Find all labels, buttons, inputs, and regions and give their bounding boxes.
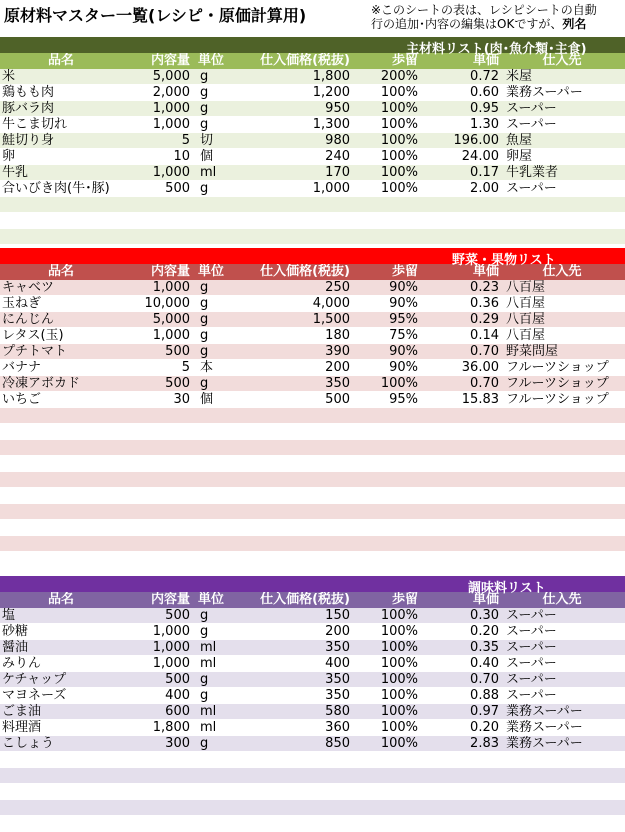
cell-yield[interactable]: 100% [380, 181, 418, 196]
cell-quantity[interactable]: 600 [165, 704, 190, 719]
cell-supplier[interactable]: 魚屋 [506, 133, 533, 148]
cell-supplier[interactable]: スーパー [506, 624, 557, 639]
cell-supplier[interactable]: スーパー [506, 181, 557, 196]
table-row[interactable] [0, 296, 625, 312]
cell-price[interactable]: 180 [325, 328, 350, 343]
table-row[interactable] [0, 328, 625, 344]
empty-row[interactable] [0, 197, 625, 213]
cell-unit[interactable]: g [200, 344, 209, 359]
cell-unit[interactable]: ml [200, 165, 217, 180]
header-yield: 歩留 [391, 592, 418, 607]
cell-price[interactable]: 1,000 [312, 181, 350, 196]
table-row[interactable] [0, 656, 625, 672]
cell-unit-price[interactable]: 0.70 [470, 376, 499, 391]
cell-supplier[interactable]: 業務スーパー [506, 85, 583, 100]
cell-price[interactable]: 200 [325, 360, 350, 375]
cell-unit[interactable]: 切 [200, 133, 214, 148]
note-line-1: ※このシートの表は、レシピシートの自動 [371, 3, 597, 17]
cell-supplier[interactable]: フルーツショップ [506, 376, 609, 391]
cell-name[interactable]: 米 [2, 69, 16, 84]
cell-unit-price[interactable]: 0.30 [470, 608, 499, 623]
note-line-2-text: 行の追加･内容の編集はOKですが、 [371, 17, 563, 31]
cell-quantity[interactable]: 500 [165, 672, 190, 687]
cell-quantity[interactable]: 5,000 [152, 69, 190, 84]
cell-yield[interactable]: 100% [380, 165, 418, 180]
header-price: 仕入価格(税抜) [260, 264, 350, 279]
cell-unit-price[interactable]: 2.83 [470, 736, 499, 751]
cell-unit-price[interactable]: 0.20 [470, 720, 499, 735]
cell-quantity[interactable]: 300 [165, 736, 190, 751]
cell-unit[interactable]: g [200, 624, 209, 639]
cell-unit-price[interactable]: 0.23 [470, 280, 499, 295]
cell-unit[interactable]: g [200, 280, 209, 295]
table-row[interactable] [0, 312, 625, 328]
table-row[interactable] [0, 376, 625, 392]
cell-quantity[interactable]: 10,000 [144, 296, 190, 311]
table-row[interactable] [0, 149, 625, 165]
cell-quantity[interactable]: 10 [173, 149, 190, 164]
cell-yield[interactable]: 100% [380, 376, 418, 391]
cell-unit-price[interactable]: 0.70 [470, 672, 499, 687]
cell-name[interactable]: キャベツ [2, 280, 55, 295]
cell-price[interactable]: 500 [325, 392, 350, 407]
cell-unit-price[interactable]: 0.20 [470, 624, 499, 639]
cell-price[interactable]: 4,000 [312, 296, 350, 311]
cell-name[interactable]: 卵 [2, 149, 16, 164]
cell-yield[interactable]: 100% [380, 101, 418, 116]
header-quantity: 内容量 [150, 592, 190, 607]
cell-yield[interactable]: 75% [389, 328, 418, 343]
empty-row[interactable] [0, 768, 625, 784]
cell-price[interactable]: 390 [325, 344, 350, 359]
table-row[interactable] [0, 344, 625, 360]
empty-row[interactable] [0, 488, 625, 504]
cell-price[interactable]: 360 [325, 720, 350, 735]
table-row[interactable] [0, 85, 625, 101]
cell-unit-price[interactable]: 0.60 [470, 85, 499, 100]
cell-yield[interactable]: 100% [380, 672, 418, 687]
cell-quantity[interactable]: 5 [181, 360, 190, 375]
cell-name[interactable]: 鮭切り身 [2, 133, 55, 148]
cell-yield[interactable]: 90% [389, 344, 418, 359]
table-row[interactable] [0, 360, 625, 376]
header-name: 品名 [47, 264, 74, 279]
sea-banner [0, 576, 625, 596]
table-row[interactable] [0, 181, 625, 197]
cell-price[interactable]: 350 [325, 672, 350, 687]
sheet-note [371, 3, 597, 31]
cell-name[interactable]: こしょう [2, 736, 55, 751]
cell-price[interactable]: 850 [325, 736, 350, 751]
cell-price[interactable]: 950 [325, 101, 350, 116]
main-ingredients-table [0, 37, 625, 245]
cell-quantity[interactable]: 2,000 [152, 85, 190, 100]
cell-supplier[interactable]: 卵屋 [506, 149, 533, 164]
cell-quantity[interactable]: 1,000 [152, 328, 190, 343]
cell-price[interactable]: 1,300 [312, 117, 350, 132]
header-name: 品名 [47, 592, 74, 607]
table-row[interactable] [0, 736, 625, 752]
cell-unit-price[interactable]: 36.00 [461, 360, 499, 375]
cell-price[interactable]: 1,500 [312, 312, 350, 327]
cell-unit[interactable]: ml [200, 640, 217, 655]
sheet-title: 原材料マスター一覧(レシピ・原価計算用) [4, 6, 307, 25]
cell-supplier[interactable]: 八百屋 [506, 328, 546, 343]
main-banner-title: 主材料リスト(肉･魚介類･主食) [406, 42, 587, 57]
cell-name[interactable]: 醤油 [2, 640, 29, 655]
cell-quantity[interactable]: 500 [165, 376, 190, 391]
cell-name[interactable]: 牛乳 [2, 165, 29, 180]
main-banner [0, 37, 625, 57]
cell-yield[interactable]: 100% [380, 117, 418, 132]
cell-name[interactable]: いちご [2, 392, 42, 407]
cell-name[interactable]: 冷凍アボカド [2, 376, 81, 391]
cell-name[interactable]: 牛こま切れ [2, 117, 68, 132]
cell-unit[interactable]: g [200, 296, 209, 311]
sea-banner-title: 調味料リスト [468, 581, 546, 596]
cell-price[interactable]: 580 [325, 704, 350, 719]
header-unit-price: 単価 [472, 592, 499, 607]
cell-supplier[interactable]: 米屋 [506, 69, 533, 84]
cell-yield[interactable]: 95% [389, 392, 418, 407]
cell-name[interactable]: ごま油 [2, 704, 42, 719]
header-quantity: 内容量 [150, 53, 190, 68]
cell-supplier[interactable]: 野菜問屋 [506, 344, 559, 359]
cell-unit-price[interactable]: 0.29 [470, 312, 499, 327]
cell-name[interactable]: 料理酒 [2, 720, 42, 735]
header-price: 仕入価格(税抜) [260, 53, 350, 68]
cell-name[interactable]: 豚バラ肉 [2, 101, 55, 116]
cell-unit-price[interactable]: 0.97 [470, 704, 499, 719]
cell-yield[interactable]: 100% [380, 720, 418, 735]
header-price: 仕入価格(税抜) [260, 592, 350, 607]
header-name: 品名 [47, 53, 74, 68]
cell-unit[interactable]: ml [200, 704, 217, 719]
cell-supplier[interactable]: スーパー [506, 672, 557, 687]
cell-quantity[interactable]: 1,000 [152, 117, 190, 132]
header-yield: 歩留 [391, 264, 418, 279]
cell-name[interactable]: ケチャップ [2, 672, 67, 687]
table-row[interactable] [0, 69, 625, 85]
cell-supplier[interactable]: フルーツショップ [506, 360, 609, 375]
cell-quantity[interactable]: 1,000 [152, 624, 190, 639]
cell-unit[interactable]: g [200, 312, 209, 327]
cell-quantity[interactable]: 1,000 [152, 640, 190, 655]
cell-name[interactable]: マヨネーズ [2, 688, 67, 703]
cell-yield[interactable]: 100% [380, 656, 418, 671]
cell-name[interactable]: 合いびき肉(牛･豚) [2, 181, 110, 196]
cell-yield[interactable]: 100% [380, 133, 418, 148]
empty-row[interactable] [0, 520, 625, 536]
table-row[interactable] [0, 392, 625, 408]
cell-quantity[interactable]: 1,000 [152, 101, 190, 116]
cell-quantity[interactable]: 500 [165, 344, 190, 359]
cell-supplier[interactable]: スーパー [506, 608, 557, 623]
cell-quantity[interactable]: 1,000 [152, 165, 190, 180]
cell-unit[interactable]: g [200, 328, 209, 343]
cell-unit[interactable]: 個 [200, 149, 214, 164]
table-row[interactable] [0, 101, 625, 117]
cell-price[interactable]: 250 [325, 280, 350, 295]
cell-name[interactable]: 塩 [2, 608, 16, 623]
cell-unit-price[interactable]: 196.00 [453, 133, 499, 148]
cell-quantity[interactable]: 400 [165, 688, 190, 703]
cell-supplier[interactable]: スーパー [506, 640, 557, 655]
empty-row[interactable] [0, 800, 625, 816]
cell-price[interactable]: 1,800 [312, 69, 350, 84]
header-supplier: 仕入先 [542, 592, 582, 607]
cell-name[interactable]: 鶏もも肉 [2, 85, 55, 100]
header-supplier: 仕入先 [542, 53, 582, 68]
cell-unit-price[interactable]: 2.00 [470, 181, 499, 196]
header-yield: 歩留 [391, 53, 418, 68]
table-row[interactable] [0, 704, 625, 720]
cell-unit[interactable]: g [200, 101, 209, 116]
empty-row[interactable] [0, 456, 625, 472]
cell-name[interactable]: レタス(玉) [2, 328, 64, 343]
cell-unit-price[interactable]: 0.35 [470, 640, 499, 655]
cell-price[interactable]: 200 [325, 624, 350, 639]
cell-supplier[interactable]: 八百屋 [506, 312, 546, 327]
cell-name[interactable]: バナナ [2, 360, 42, 375]
cell-supplier[interactable]: 業務スーパー [506, 720, 583, 735]
cell-unit-price[interactable]: 0.88 [470, 688, 499, 703]
cell-price[interactable]: 350 [325, 640, 350, 655]
note-line-2-bold: 列名 [562, 17, 587, 31]
header-unit: 単位 [198, 264, 225, 279]
cell-unit[interactable]: g [200, 672, 209, 687]
table-row[interactable] [0, 672, 625, 688]
table-row[interactable] [0, 133, 625, 149]
empty-row[interactable] [0, 408, 625, 424]
cell-supplier[interactable]: 八百屋 [506, 296, 546, 311]
cell-unit[interactable]: g [200, 688, 209, 703]
cell-name[interactable]: プチトマト [2, 344, 68, 359]
cell-supplier[interactable]: 八百屋 [506, 280, 546, 295]
cell-name[interactable]: 砂糖 [2, 624, 29, 639]
empty-row[interactable] [0, 784, 625, 800]
cell-unit-price[interactable]: 15.83 [461, 392, 499, 407]
cell-yield[interactable]: 100% [380, 608, 418, 623]
cell-price[interactable]: 1,200 [312, 85, 350, 100]
cell-price[interactable]: 400 [325, 656, 350, 671]
cell-unit[interactable]: g [200, 181, 209, 196]
note-line-2 [371, 17, 597, 31]
table-row[interactable] [0, 624, 625, 640]
table-row[interactable] [0, 117, 625, 133]
cell-unit[interactable]: g [200, 608, 209, 623]
cell-quantity[interactable]: 5 [181, 133, 190, 148]
cell-quantity[interactable]: 500 [165, 608, 190, 623]
empty-row[interactable] [0, 552, 625, 568]
cell-name[interactable]: にんじん [2, 312, 55, 327]
cell-supplier[interactable]: スーパー [506, 688, 557, 703]
cell-price[interactable]: 980 [325, 133, 350, 148]
cell-yield[interactable]: 95% [389, 312, 418, 327]
empty-row[interactable] [0, 424, 625, 440]
cell-yield[interactable]: 90% [389, 296, 418, 311]
cell-unit-price[interactable]: 24.00 [461, 149, 499, 164]
empty-row[interactable] [0, 536, 625, 552]
cell-unit[interactable]: ml [200, 720, 217, 735]
cell-unit-price[interactable]: 1.30 [470, 117, 499, 132]
cell-yield[interactable]: 200% [380, 69, 418, 84]
seasoning-table [0, 576, 625, 832]
cell-price[interactable]: 150 [325, 608, 350, 623]
cell-unit[interactable]: 本 [200, 360, 214, 375]
cell-unit[interactable]: g [200, 85, 209, 100]
cell-yield[interactable]: 100% [380, 736, 418, 751]
cell-yield[interactable]: 100% [380, 704, 418, 719]
table-row[interactable] [0, 280, 625, 296]
cell-supplier[interactable]: 牛乳業者 [506, 165, 559, 180]
cell-unit-price[interactable]: 0.14 [470, 328, 499, 343]
cell-yield[interactable]: 100% [380, 85, 418, 100]
header-unit: 単位 [198, 592, 225, 607]
cell-supplier[interactable]: 業務スーパー [506, 704, 583, 719]
veg-banner-title: 野菜・果物リスト [452, 253, 556, 268]
table-row[interactable] [0, 640, 625, 656]
table-row[interactable] [0, 720, 625, 736]
cell-yield[interactable]: 100% [380, 624, 418, 639]
cell-price[interactable]: 350 [325, 688, 350, 703]
cell-unit[interactable]: ml [200, 656, 217, 671]
cell-yield[interactable]: 100% [380, 149, 418, 164]
empty-row[interactable] [0, 472, 625, 488]
cell-supplier[interactable]: フルーツショップ [506, 392, 609, 407]
cell-quantity[interactable]: 1,000 [152, 656, 190, 671]
cell-unit-price[interactable]: 0.40 [470, 656, 499, 671]
cell-yield[interactable]: 100% [380, 688, 418, 703]
cell-supplier[interactable]: スーパー [506, 117, 557, 132]
header-quantity: 内容量 [150, 264, 190, 279]
table-row[interactable] [0, 165, 625, 181]
table-row[interactable] [0, 688, 625, 704]
empty-row[interactable] [0, 213, 625, 229]
cell-unit-price[interactable]: 0.36 [470, 296, 499, 311]
cell-quantity[interactable]: 1,800 [152, 720, 190, 735]
cell-yield[interactable]: 90% [389, 280, 418, 295]
veg-banner [0, 248, 625, 268]
table-row[interactable] [0, 608, 625, 624]
cell-supplier[interactable]: スーパー [506, 101, 557, 116]
empty-row[interactable] [0, 752, 625, 768]
cell-unit[interactable]: g [200, 69, 209, 84]
cell-price[interactable]: 240 [325, 149, 350, 164]
cell-price[interactable]: 350 [325, 376, 350, 391]
cell-supplier[interactable]: 業務スーパー [506, 736, 583, 751]
cell-name[interactable]: みりん [2, 656, 42, 671]
cell-unit[interactable]: g [200, 376, 209, 391]
cell-unit-price[interactable]: 0.17 [470, 165, 499, 180]
empty-row[interactable] [0, 504, 625, 520]
cell-yield[interactable]: 90% [389, 360, 418, 375]
cell-unit[interactable]: g [200, 736, 209, 751]
empty-row[interactable] [0, 816, 625, 832]
cell-price[interactable]: 170 [325, 165, 350, 180]
cell-quantity[interactable]: 1,000 [152, 280, 190, 295]
vegetable-fruit-table [0, 248, 625, 568]
header-unit-price: 単価 [472, 264, 499, 279]
cell-unit-price[interactable]: 0.70 [470, 344, 499, 359]
header-unit: 単位 [198, 53, 225, 68]
cell-unit[interactable]: 個 [200, 392, 214, 407]
header-unit-price: 単価 [472, 53, 499, 68]
empty-row[interactable] [0, 229, 625, 245]
cell-unit-price[interactable]: 0.72 [470, 69, 499, 84]
cell-name[interactable]: 玉ねぎ [2, 296, 42, 311]
empty-row[interactable] [0, 440, 625, 456]
cell-quantity[interactable]: 5,000 [152, 312, 190, 327]
header-supplier: 仕入先 [542, 264, 582, 279]
cell-quantity[interactable]: 30 [173, 392, 190, 407]
cell-yield[interactable]: 100% [380, 640, 418, 655]
cell-unit[interactable]: g [200, 117, 209, 132]
cell-supplier[interactable]: スーパー [506, 656, 557, 671]
cell-unit-price[interactable]: 0.95 [470, 101, 499, 116]
cell-quantity[interactable]: 500 [165, 181, 190, 196]
